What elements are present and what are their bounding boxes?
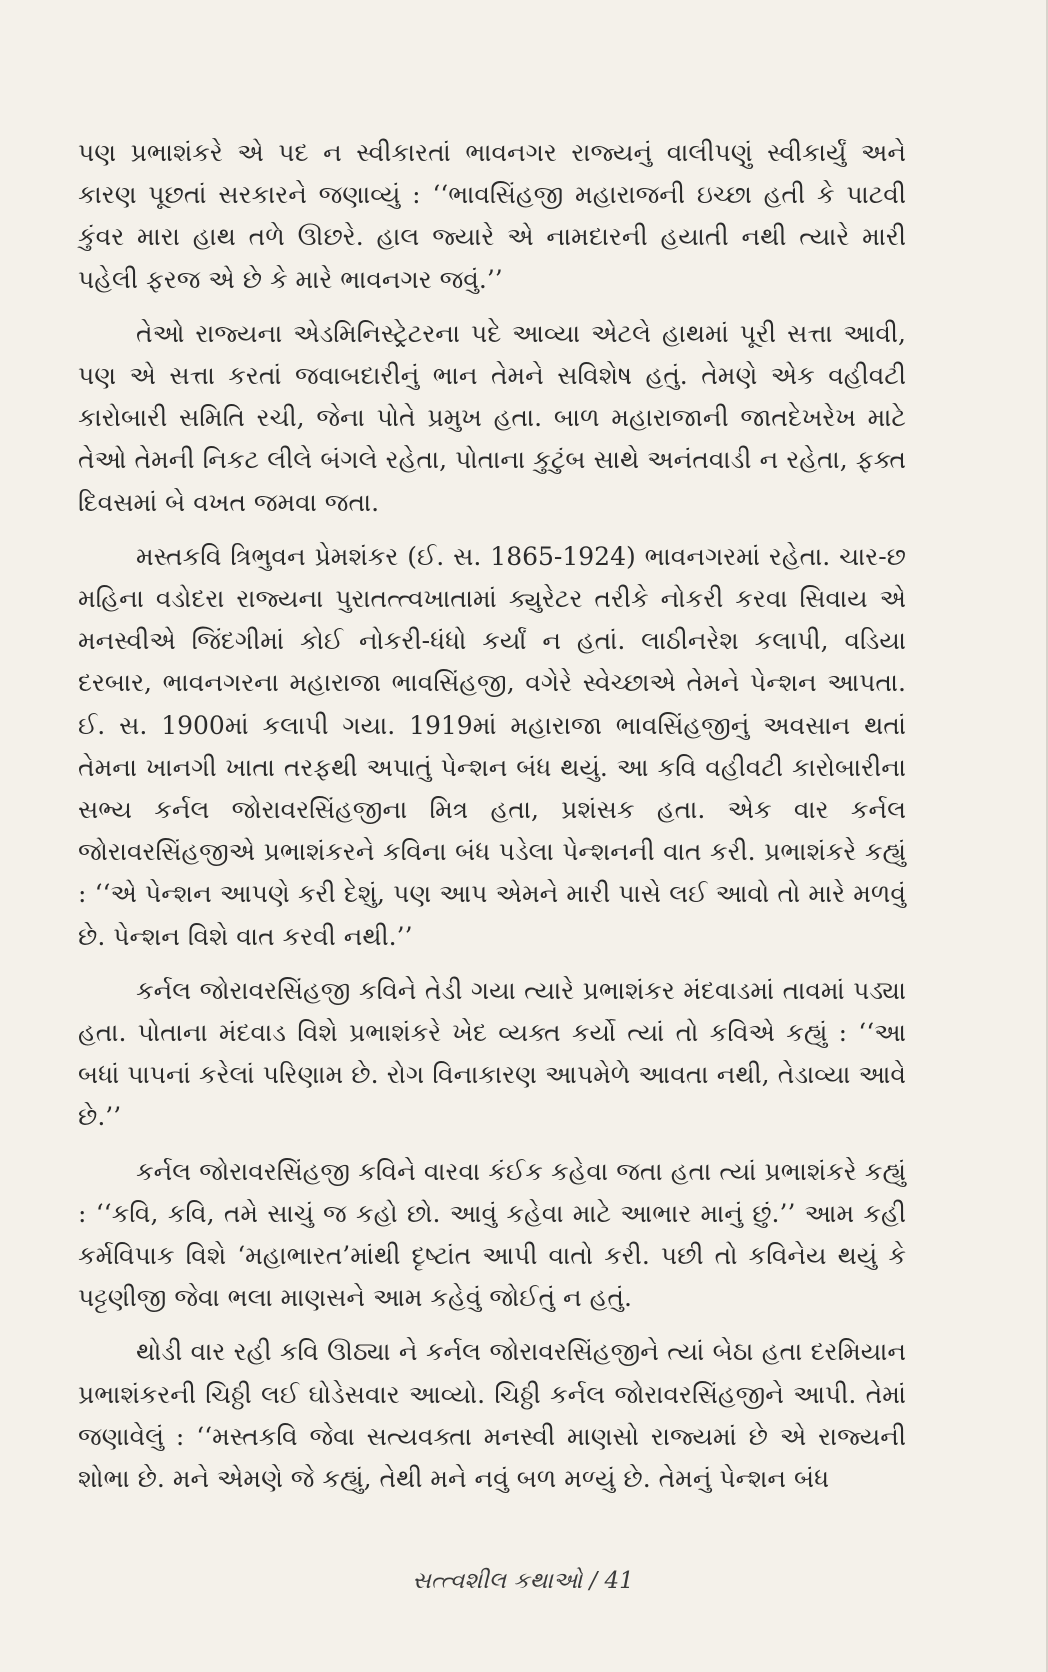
paragraph: તેઓ રાજ્યના એડમિનિસ્ટ્રેટરના પદે આવ્યા એટલે હાથમાં પૂરી સત્તા આવી, પણ એ સત્તા કરતાં જવાબદારીનું ભાન તેમને સવિશેષ હતું. તેમણે એક વહીવટી કારોબારી સમિતિ રચી, જેના પોતે પ્રમુખ હતા. બાળ મહારાજાની જાતદેખરેખ માટે તેઓ તેમની નિકટ લીલે બંગલે રહેતા, પોતાના કુટુંબ સાથે અનંતવાડી ન રહેતા, ફક્ત દિવસમાં બે વખત જમવા જતા.: [78, 318, 906, 517]
paragraph: થોડી વાર રહી કવિ ઊઠ્યા ને કર્નલ જોરાવરસિંહજીને ત્યાં બેઠા હતા દરમિયાન પ્રભાશંકરની ચિઠ્ઠી લઈ ઘોડેસવાર આવ્યો. ચિઠ્ઠી કર્નલ જોરાવરસિંહજીને આપી. તેમાં જણાવેલું : ‘‘મસ્તકવિ જેવા સત્યવક્તા મનસ્વી માણસો રાજ્યમાં છે એ રાજ્યની શોભા છે. મને એમણે જે કહ્યું, તેથી મને નવું બળ મળ્યું છે. તેમનું પેન્શન બંધ: [78, 1337, 906, 1494]
page-footer: સત્ત્વશીલ કથાઓ / 41: [412, 1568, 634, 1594]
paragraph: કર્નલ જોરાવરસિંહજી કવિને વારવા કંઈક કહેવા જતા હતા ત્યાં પ્રભાશંકરે કહ્યું : ‘‘કવિ, કવિ, તમે સાચું જ કહો છો. આવું કહેવા માટે આભાર માનું છું.’’ આમ કહી કર્મવિપાક વિશે ‘મહાભારત’માંથી દૃષ્ટાંત આપી વાતો કરી. પછી તો કવિનેય થયું કે પટ્ટણીજી જેવા ભલા માણસને આમ કહેવું જોઈતું ન હતું.: [78, 1156, 906, 1313]
paragraph: પણ પ્રભાશંકરે એ પદ ન સ્વીકારતાં ભાવનગર રાજ્યનું વાલીપણું સ્વીકાર્યું અને કારણ પૂછતાં સરકારને જણાવ્યું : ‘‘ભાવસિંહજી મહારાજની ઇચ્છા હતી કે પાટવી કુંવર મારા હાથ તળે ઊછરે. હાલ જ્યારે એ નામદારની હયાતી નથી ત્યારે મારી પહેલી ફરજ એ છે કે મારે ભાવનગર જવું.’’: [78, 138, 906, 294]
paragraph: કર્નલ જોરાવરસિંહજી કવિને તેડી ગયા ત્યારે પ્રભાશંકર મંદવાડમાં તાવમાં પડ્યા હતા. પોતાના મંદવાડ વિશે પ્રભાશંકરે ખેદ વ્યક્ત કર્યો ત્યાં તો કવિએ કહ્યું : ‘‘આ બધાં પાપનાં કરેલાં પરિણામ છે. રોગ વિનાકારણ આપમેળે આવતા નથી, તેડાવ્યા આવે છે.’’: [78, 975, 906, 1132]
body-text: [78, 132, 906, 1512]
paragraph: મસ્તકવિ ત્રિભુવન પ્રેમશંકર (ઈ. સ. 1865-1924) ભાવનગરમાં રહેતા. ચાર-છ મહિના વડોદરા રાજ્યના પુરાતત્ત્વખાતામાં ક્યુરેટર તરીકે નોકરી કરવા સિવાય એ મનસ્વીએ જિંદગીમાં કોઈ નોકરી-ધંધો કર્યાં ન હતાં. લાઠીનરેશ કલાપી, વડિયા દરબાર, ભાવનગરના મહારાજા ભાવસિંહજી, વગેરે સ્વેચ્છાએ તેમને પેન્શન આપતા. ઈ. સ. 1900માં કલાપી ગયા. 1919માં મહારાજા ભાવસિંહજીનું અવસાન થતાં તેમના ખાનગી ખાતા તરફથી અપાતું પેન્શન બંધ થયું. આ કવિ વહીવટી કારોબારીના સભ્ય કર્નલ જોરાવરસિંહજીના મિત્ર હતા, પ્રશંસક હતા. એક વાર કર્નલ જોરાવરસિંહજીએ પ્રભાશંકરને કવિના બંધ પડેલા પેન્શનની વાત કરી. પ્રભાશંકરે કહ્યું : ‘‘એ પેન્શન આપણે કરી દેશું, પણ આપ એમને મારી પાસે લઈ આવો તો મારે મળવું છે. પેન્શન વિશે વાત કરવી નથી.’’: [78, 541, 906, 951]
